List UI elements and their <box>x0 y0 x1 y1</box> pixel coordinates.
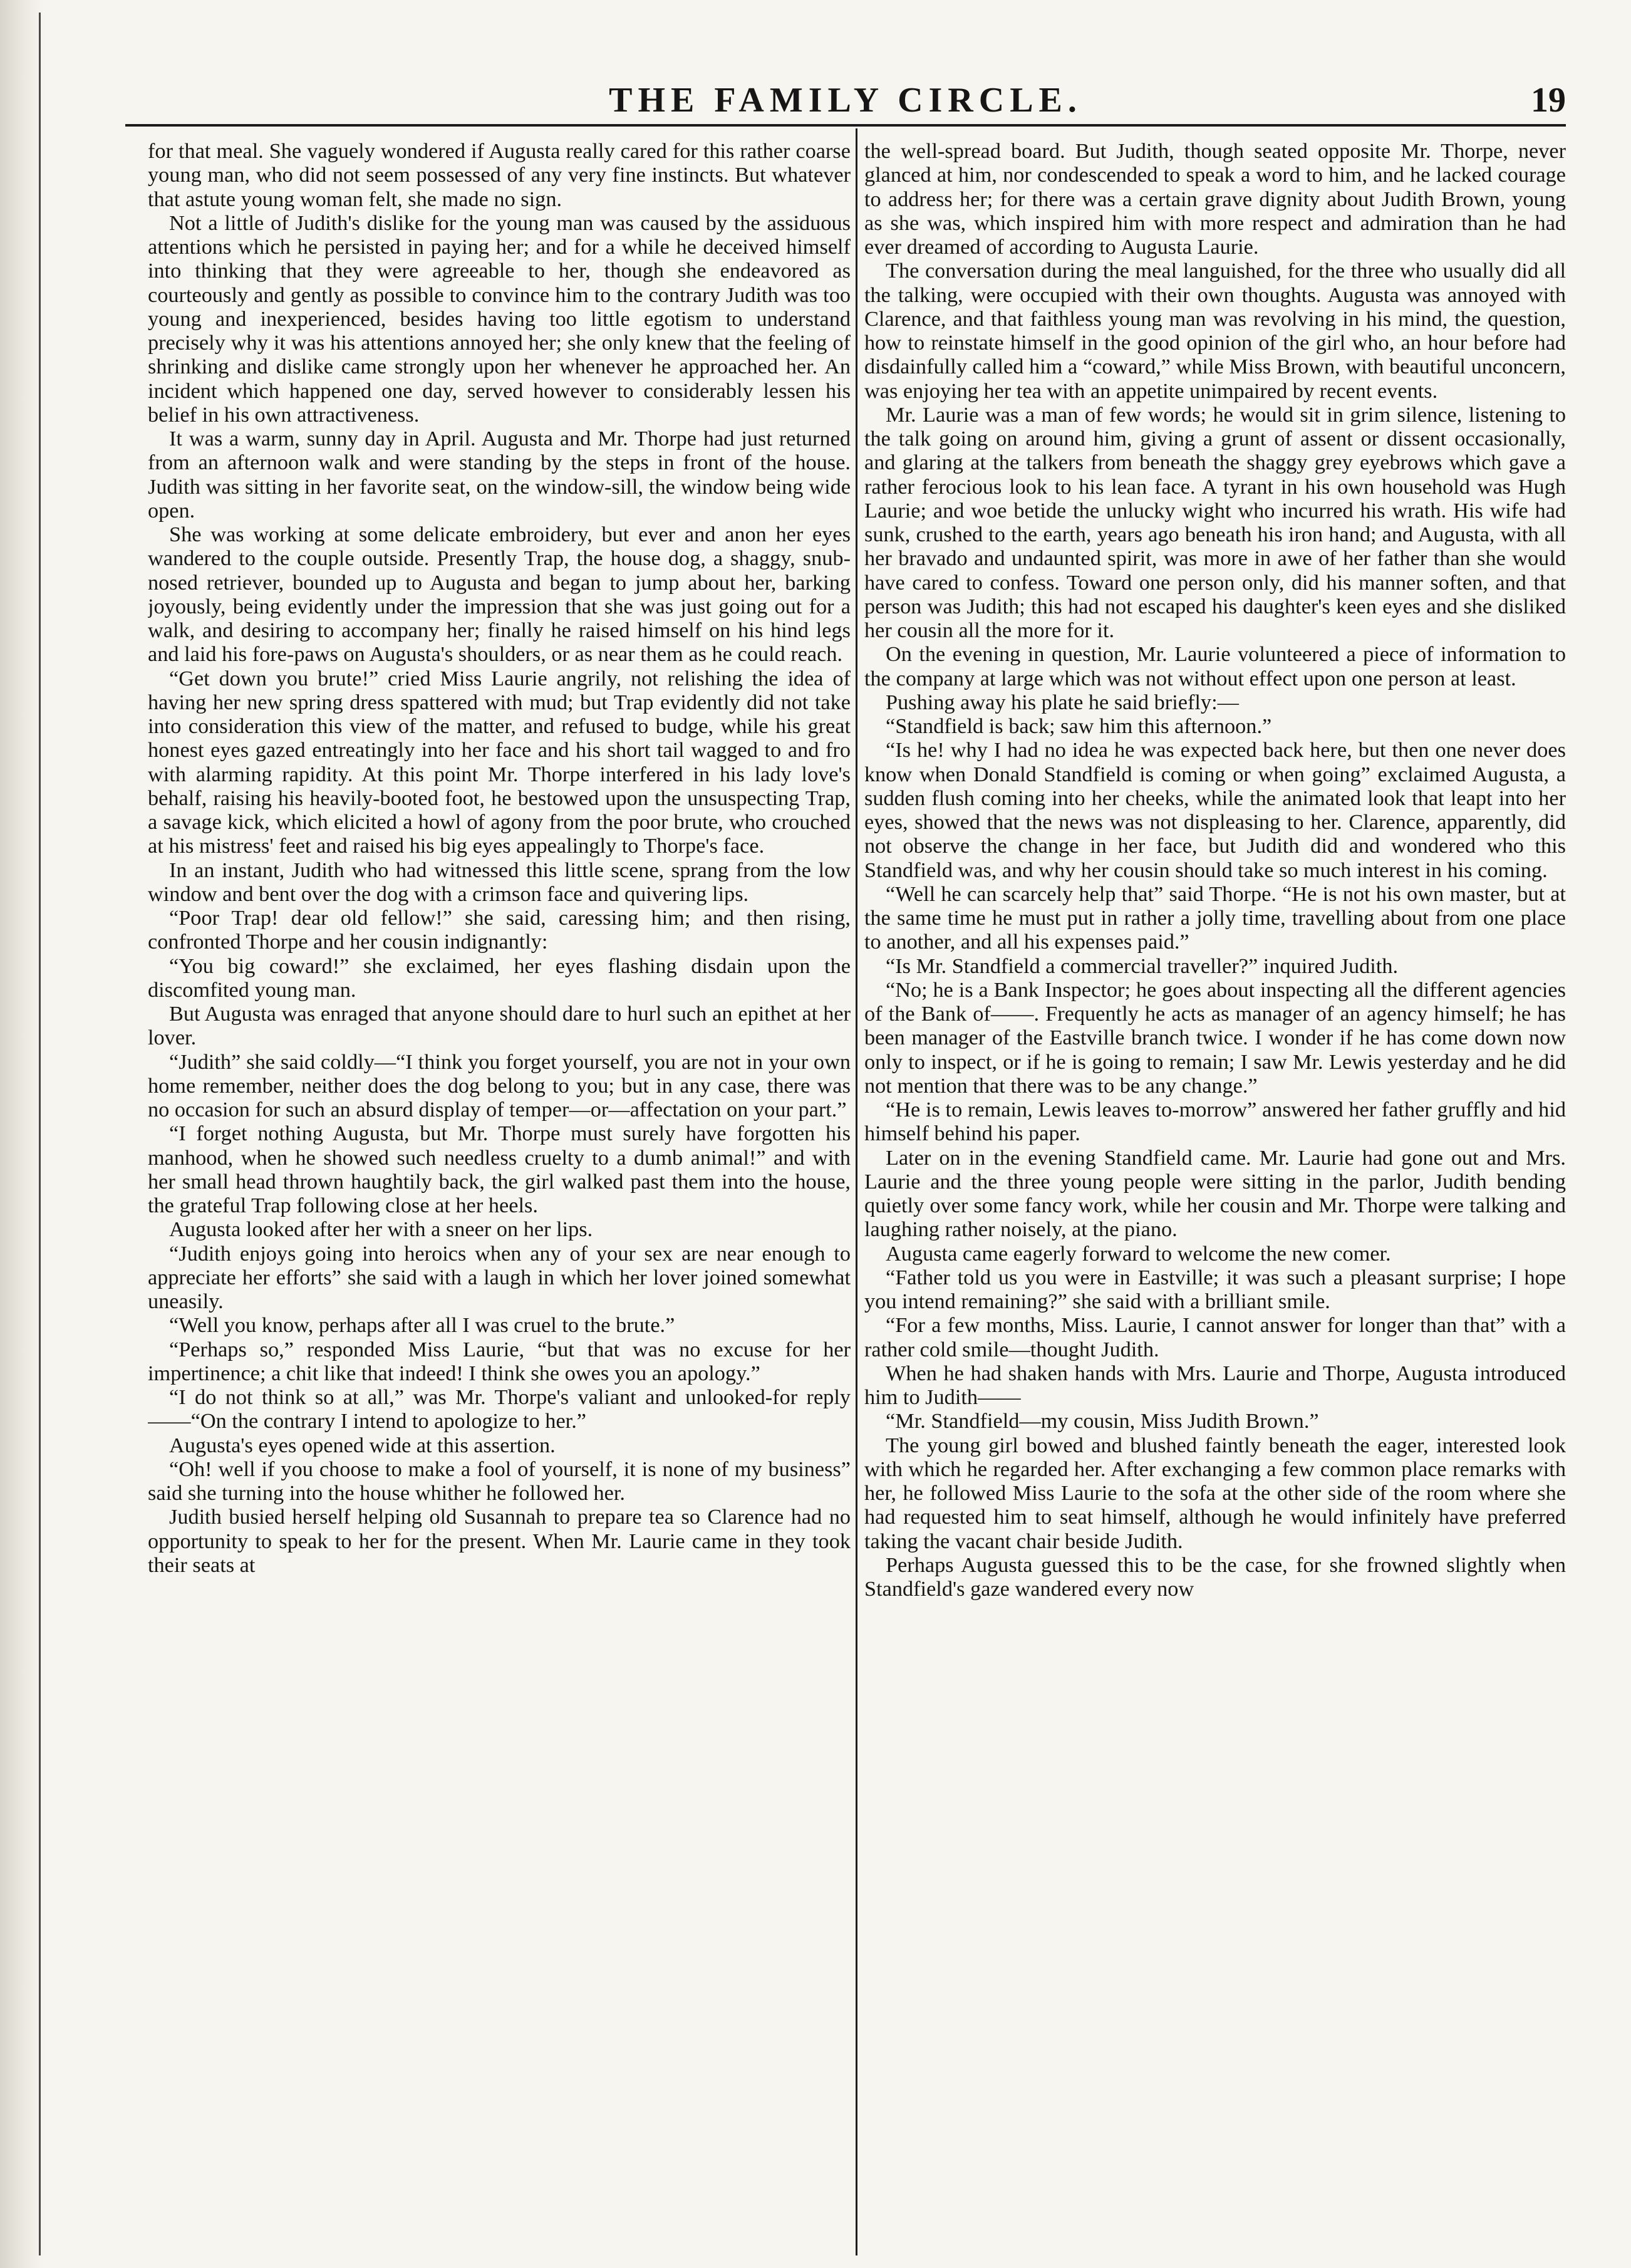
article-paragraph: “For a few months, Miss. Laurie, I cannot answer for longer than that” with a rather cold smile—thought Judith. <box>864 1313 1566 1361</box>
article-paragraph: “Judith” she said coldly—“I think you forget yourself, you are not in your own home remember, neither does the dog belong to you; but in any case, there was no occasion for such an absurd display of temper—or—affectation on your part.” <box>148 1049 851 1121</box>
article-paragraph: “Is he! why I had no idea he was expected back here, but then one never does know when Donald Standfield is coming or when going” exclaimed Augusta, a sudden flush coming into her cheeks, while the animated look that leapt into her eyes, showed that the news was not displeasing to her. Clarence, apparently, did not observe the change in her face, but Judith did and wondered who this Standfield was, and why her cousin should take so much interest in his coming. <box>864 738 1566 882</box>
article-paragraph: “Is Mr. Standfield a commercial traveller?” inquired Judith. <box>886 954 1399 978</box>
right-column <box>864 139 1566 2244</box>
article-paragraph: “Well he can scarcely help that” said Thorpe. “He is not his own master, but at the same time he must put in rather a jolly time, travelling about from one place to another, and all his expenses paid.” <box>864 882 1566 954</box>
article-paragraph: Augusta's eyes opened wide at this assertion. <box>169 1433 556 1457</box>
article-paragraph: “Mr. Standfield—my cousin, Miss Judith Brown.” <box>886 1409 1319 1433</box>
article-paragraph: Augusta came eagerly forward to welcome the new comer. <box>886 1241 1391 1266</box>
article-paragraph: In an instant, Judith who had witnessed this little scene, sprang from the low window and bent over the dog with a crimson face and quivering lips. <box>148 858 851 906</box>
article-paragraph: “Well you know, perhaps after all I was cruel to the brute.” <box>169 1313 675 1338</box>
page-number: 19 <box>1531 81 1566 120</box>
page-header <box>125 74 1566 130</box>
page-binding-edge <box>0 0 44 2268</box>
article-paragraph: “Get down you brute!” cried Miss Laurie angrily, not relishing the idea of having her new spring dress spattered with mud; but Trap evidently did not take into consideration this view of the matter, and refused to budge, while his great honest eyes gazed entreatingly into her face and his short tail wagged to and fro with alarming rapidity. At this point Mr. Thorpe interfered in his lady love's behalf, raising his heavily-booted foot, he bestowed upon the unsuspecting Trap, a savage kick, which elicited a howl of agony from the poor brute, who crouched at his mistress' feet and raised his big eyes appealingly to Thorpe's face. <box>148 666 851 858</box>
article-paragraph: “Standfield is back; saw him this afternoon.” <box>886 714 1272 738</box>
article-paragraph: Pushing away his plate he said briefly:— <box>886 690 1239 714</box>
article-paragraph: “Poor Trap! dear old fellow!” she said, caressing him; and then rising, confronted Thorpe and her cousin indignantly: <box>148 906 851 954</box>
binding-line <box>39 13 41 2255</box>
article-paragraph: When he had shaken hands with Mrs. Laurie and Thorpe, Augusta introduced him to Judith—— <box>864 1361 1566 1409</box>
publication-title: THE FAMILY CIRCLE. <box>609 81 1082 120</box>
article-paragraph: She was working at some delicate embroidery, but ever and anon her eyes wandered to the couple outside. Presently Trap, the house dog, a shaggy, snub-nosed retriever, bounded up to Augusta and began to jump about her, barking joyously, being evidently under the impression that she was just going out for a walk, and desiring to accompany her; finally he raised himself on his hind legs and laid his fore-paws on Augusta's shoulders, or as near them as he could reach. <box>148 523 851 667</box>
article-paragraph: Later on in the evening Standfield came. Mr. Laurie had gone out and Mrs. Laurie and the three young people were sitting in the parlor, Judith bending quietly over some fancy work, while her cousin and Mr. Thorpe were talking and laughing rather noisely, at the piano. <box>864 1145 1566 1242</box>
article-paragraph: “He is to remain, Lewis leaves to-morrow” answered her father gruffly and hid himself behind his paper. <box>864 1098 1566 1146</box>
article-paragraph: It was a warm, sunny day in April. Augusta and Mr. Thorpe had just returned from an afternoon walk and were standing by the steps in front of the house. Judith was sitting in her favorite seat, on the window-sill, the window being wide open. <box>148 427 851 523</box>
article-paragraph: “You big coward!” she exclaimed, her eyes flashing disdain upon the discomfited young man. <box>148 954 851 1002</box>
article-paragraph: Not a little of Judith's dislike for the young man was caused by the assiduous attentions which he persisted in paying her; and for a while he deceived himself into thinking that they were agreeable to her, though she endeavored as courteously and gently as possible to convince him to the contrary Judith was too young and inexperienced, besides having too little egotism to understand precisely why it was his attentions annoyed her; she only knew that the feeling of shrinking and dislike came strongly upon her whenever he approached her. An incident which happened one day, served however to considerably lessen his belief in his own attractiveness. <box>148 211 851 427</box>
article-paragraph: “Judith enjoys going into heroics when any of your sex are near enough to appreciate her efforts” she said with a laugh in which her lover joined somewhat uneasily. <box>148 1241 851 1313</box>
article-paragraph: “Perhaps so,” responded Miss Laurie, “but that was no excuse for her impertinence; a chit like that indeed! I think she owes you an apology.” <box>148 1337 851 1385</box>
article-paragraph: “No; he is a Bank Inspector; he goes about inspecting all the different agencies of the Bank of——. Frequently he acts as manager of an agency himself; he has been manager of the Eastville branch twice. I wonder if he has come down now only to inspect, or if he is going to remain; I saw Mr. Lewis yesterday and he did not mention that there was to be any change.” <box>864 977 1566 1098</box>
article-paragraph: the well-spread board. But Judith, though seated opposite Mr. Thorpe, never glanced at him, nor condescended to speak a word to him, and he lacked courage to address her; for there was a certain grave dignity about Judith Brown, young as she was, which inspired him with more respect and admiration than he had ever dreamed of according to Augusta Laurie. <box>864 139 1566 259</box>
article-paragraph: But Augusta was enraged that anyone should dare to hurl such an epithet at her lover. <box>148 1002 851 1050</box>
article-paragraph: On the evening in question, Mr. Laurie volunteered a piece of information to the company at large which was not without effect upon one person at least. <box>864 642 1566 690</box>
column-divider <box>856 128 857 2255</box>
article-paragraph: “I forget nothing Augusta, but Mr. Thorpe must surely have forgotten his manhood, when he showed such needless cruelty to a dumb animal!” and with her small head thrown haughtily back, the girl walked past them into the house, the grateful Trap following close at her heels. <box>148 1121 851 1217</box>
article-paragraph: for that meal. She vaguely wondered if Augusta really cared for this rather coarse young man, who did not seem possessed of any very fine instincts. But whatever that astute young woman felt, she made no sign. <box>148 139 851 211</box>
article-paragraph: “I do not think so at all,” was Mr. Thorpe's valiant and unlooked-for reply——“On the contrary I intend to apologize to her.” <box>148 1385 851 1433</box>
header-rule <box>125 124 1566 127</box>
article-paragraph: Mr. Laurie was a man of few words; he would sit in grim silence, listening to the talk going on around him, giving a grunt of assent or dissent occasionally, and glaring at the talkers from beneath the shaggy grey eyebrows which gave a rather ferocious look to his lean face. A tyrant in his own household was Hugh Laurie; and woe betide the unlucky wight who incurred his wrath. His wife had sunk, crushed to the earth, years ago beneath his iron hand; and Augusta, with all her bravado and undaunted spirit, was more in awe of her father than she would have cared to confess. Toward one person only, did his manner soften, and that person was Judith; this had not escaped his daughter's keen eyes and she disliked her cousin all the more for it. <box>864 402 1566 642</box>
article-paragraph: Judith busied herself helping old Susannah to prepare tea so Clarence had no opportunity to speak to her for the present. When Mr. Laurie came in they took their seats at <box>148 1505 851 1577</box>
article-paragraph: The young girl bowed and blushed faintly beneath the eager, interested look with which he regarded her. After exchanging a few common place remarks with her, he followed Miss Laurie to the sofa at the other side of the room where she had requested him to seat himself, although he would infinitely have preferred taking the vacant chair beside Judith. <box>864 1433 1566 1553</box>
article-paragraph: “Father told us you were in Eastville; it was such a pleasant surprise; I hope you intend remaining?” she said with a brilliant smile. <box>864 1265 1566 1313</box>
article-paragraph: Perhaps Augusta guessed this to be the case, for she frowned slightly when Standfield's gaze wandered every now <box>864 1553 1566 1601</box>
left-column <box>148 139 851 2244</box>
article-paragraph: The conversation during the meal languished, for the three who usually did all the talking, were occupied with their own thoughts. Augusta was annoyed with Clarence, and that faithless young man was revolving in his mind, the question, how to reinstate himself in the good opinion of the girl who, an hour before had disdainfully called him a “coward,” while Miss Brown, with beautiful unconcern, was enjoying her tea with an appetite unimpaired by recent events. <box>864 259 1566 403</box>
article-paragraph: Augusta looked after her with a sneer on her lips. <box>169 1217 593 1242</box>
article-paragraph: “Oh! well if you choose to make a fool of yourself, it is none of my business” said she turning into the house whither he followed her. <box>148 1457 851 1505</box>
